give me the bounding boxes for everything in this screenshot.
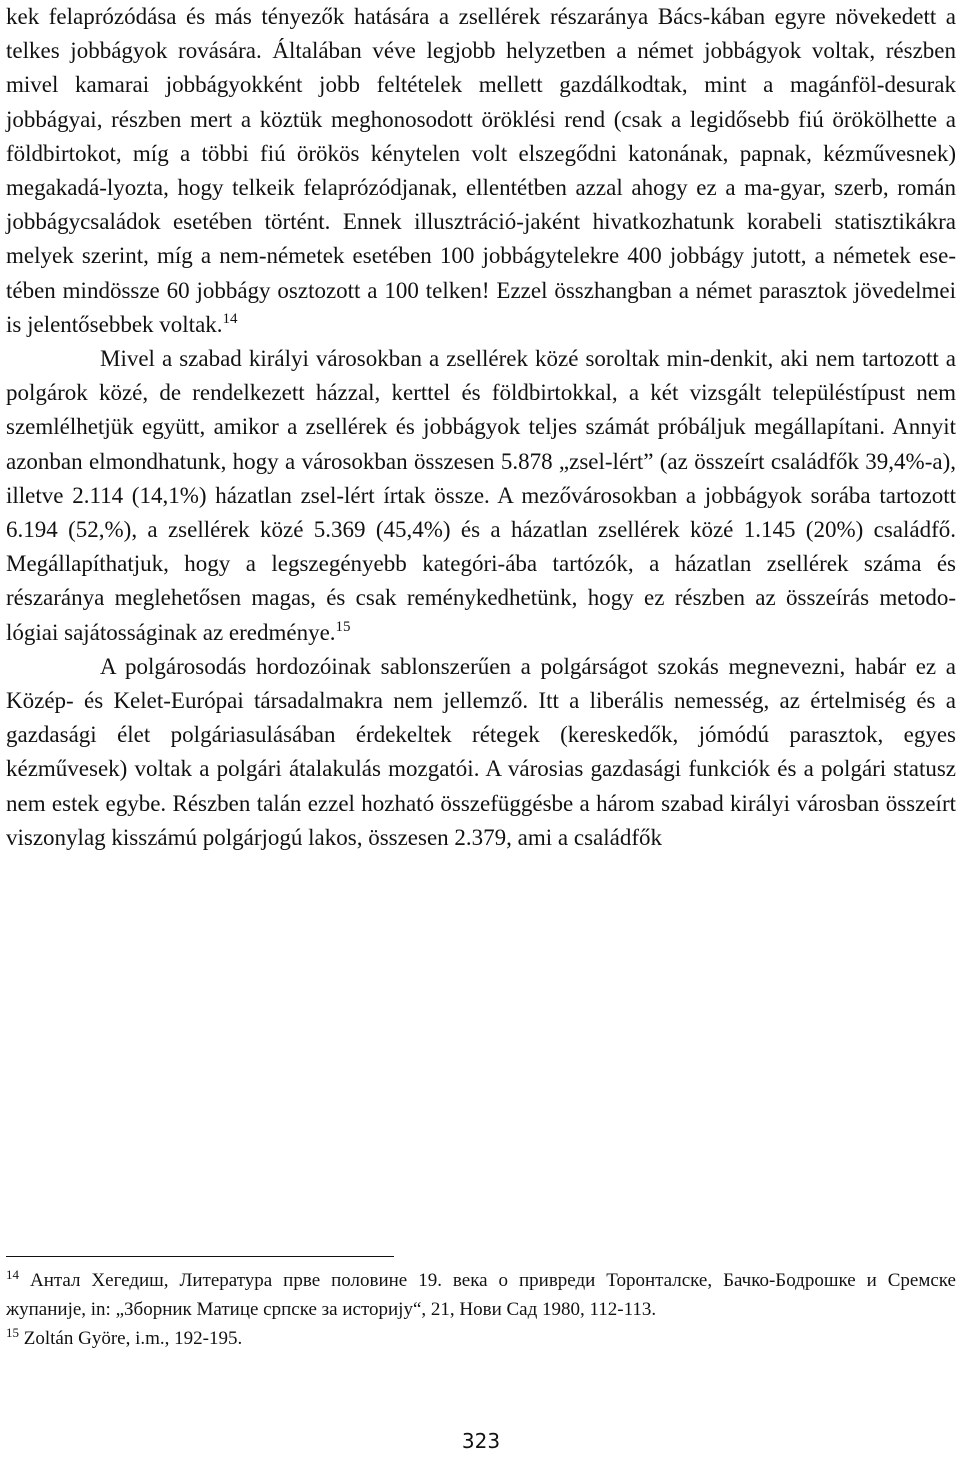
footnote-14-text: Антал Хегедиш, Литература прве половине 19. века о привреди Торонталске, Бачко-Бодрошке и Сремске жупаније, in: „Зборник Матице српске за историју“, 21, Нови Сад 1980, 112-113. [6,1270,956,1320]
paragraph-2-text: Mivel a szabad királyi városokban a zsellérek közé soroltak min-denkit, aki nem tartozott a polgárok közé, de rendelkezett házzal, kerttel és földbirtokkal, a két vizsgált településtípust nem szemlélhetjük együtt, amikor a zsellérek és jobbágyok teljes számát próbáljuk megállapítani. Annyit azonban elmondhatunk, hogy a városokban összesen 5.878 „zsel-lért” (az összeírt családfők 39,4%-a), illetve 2.114 (14,1%) házatlan zsel-lért írtak össze. A mezővárosokban a jobbágyok sorába tartozott 6.194 (52,%), a zsellérek közé 5.369 (45,4%) és a házatlan zsellérek közé 1.145 (20%) családfő. Megállapíthatjuk, hogy a legszegényebb kategóri-ába tartózók, a házatlan zsellérek száma és részaránya meglehetősen magas, és csak reménykedhetünk, hogy ez részben az összeírás metodo-lógiai sajátosságinak az eredménye. [6,346,956,645]
footnote-15-number: 15 [6,1325,19,1340]
footnote-ref-14: 14 [222,310,238,327]
footnote-15-text: Zoltán Györe, i.m., 192-195. [23,1328,243,1349]
footnote-14 [6,1266,956,1324]
paragraph-3-text: A polgárosodás hordozóinak sablonszerűen a polgárságot szokás megnevezni, habár ez a Közép- és Kelet-Európai társadalmakra nem jellemző. Itt a liberális nemesség, az értelmiség és a gazdasági élet polgáriasulásában érdekeltek rétegek (kereskedők, jómódú parasztok, egyes kézművesek) voltak a polgári átalakulás mozgatói. A városias gazdasági funkciók és a polgári statusz nem estek egybe. Részben talán ezzel hozható összefüggésbe a három szabad királyi városban összeírt viszonylag kisszámú polgárjogú lakos, összesen 2.379, ami a családfők [6,653,956,850]
footnote-15 [6,1324,956,1353]
document-page [6,0,956,1453]
body-text [6,0,956,855]
page-number: 323 [461,1429,501,1453]
paragraph-1 [6,0,956,342]
footnote-ref-15: 15 [335,618,351,635]
footnote-separator [6,1256,394,1257]
paragraph-2 [6,342,956,650]
paragraph-3 [6,650,956,855]
paragraph-1-text: kek felaprózódása és más tényezők hatására a zsellérek részaránya Bács-kában egyre növekedett a telkes jobbágyok rovására. Általában véve legjobb helyzetben a német jobbágyok voltak, részben mivel kamarai jobbágyokként jobb feltételek mellett gazdálkodtak, mint a magánföl-desurak jobbágyai, részben mert a köztük meghonosodott öröklési rend (csak a legidősebb fiú örökölhette a földbirtokot, míg a többi fiú örökös kénytelen volt elszegődni katonának, papnak, kézművesnek) megakadá-lyozta, hogy telkeik felaprózódjanak, ellentétben azzal ahogy ez a ma-gyar, szerb, román jobbágycsaládok esetében történt. Ennek illusztráció-jaként hivatkozhatunk korabeli statisztikákra melyek szerint, míg a nem-németek esetében 100 jobbágytelekre 400 jobbágy jutott, a németek ese-tében mindössze 60 jobbágy osztozott a 100 telken! Ezzel összhangban a német parasztok jövedelmei is jelentősebbek voltak. [6,4,956,337]
footnotes [6,1266,956,1353]
footnote-14-number: 14 [6,1267,19,1282]
